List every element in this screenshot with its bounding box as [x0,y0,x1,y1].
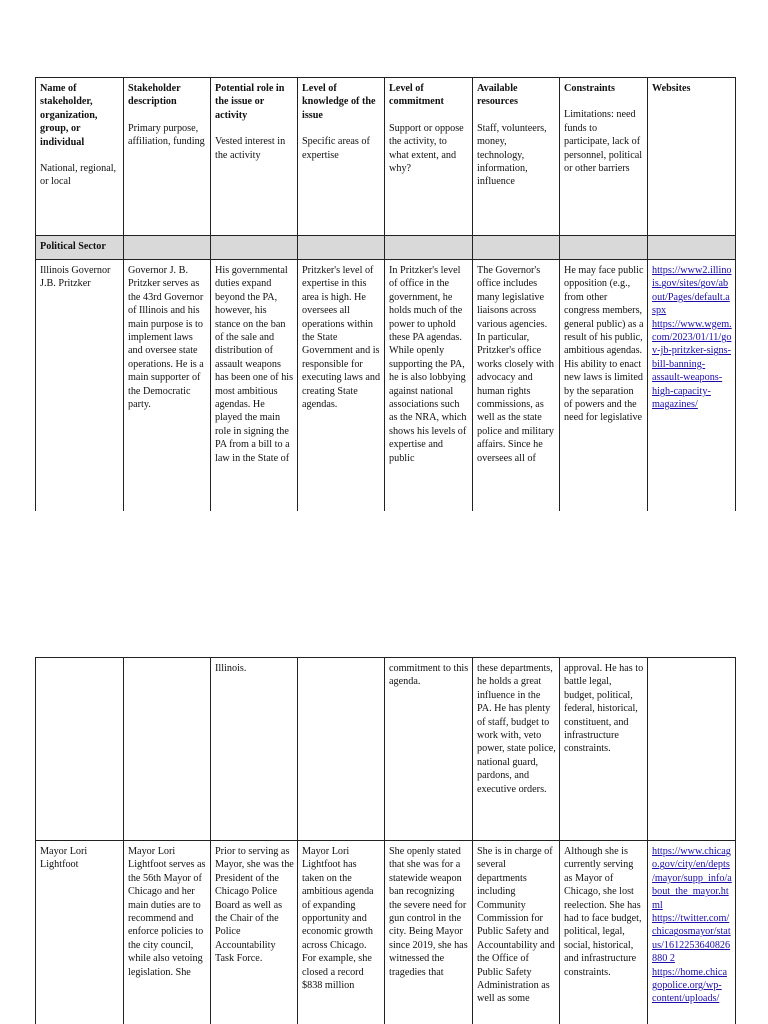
table-row [36,841,736,1024]
website-link[interactable]: https://home.chicagopolice.org/wp-content/uploads/ [652,966,727,1005]
stakeholder-commitment-continued: commitment to this agenda. [385,658,473,841]
stakeholder-description: Governor J. B. Pritzker serves as the 43rd Governor of Illinois and his main purpose is to implement laws and oversee state operations. He is a main supporter of the Democratic party. [124,260,211,512]
stakeholder-role-continued: Illinois. [211,658,298,841]
stakeholder-name: Illinois Governor J.B. Pritzker [36,260,124,512]
sector-label: Political Sector [36,236,124,260]
stakeholder-knowledge-continued [298,658,385,841]
website-link[interactable]: https://www.chicago.gov/city/en/depts/mayor/supp_info/about_the_mayor.html [652,846,732,911]
stakeholder-name-continued [36,658,124,841]
header-title: Name of stakeholder, organization, group, or individual [40,83,98,148]
header-title: Stakeholder description [128,83,181,108]
stakeholder-resources: The Governor's office includes many legislative liaisons across various agencies. In particular, Pritzker's office works closely with advocacy and human rights commissions, as well as the state police and military affairs. Since he oversees all of [473,260,560,512]
stakeholder-name: Mayor Lori Lightfoot [36,841,124,1024]
header-subtitle: Vested interest in the activity [215,136,286,161]
page-gap [0,511,768,657]
stakeholder-websites-continued [648,658,736,841]
stakeholder-role: Prior to serving as Mayor, she was the President of the Chicago Police Board as well as the Chair of the Police Accountability Task Force. [211,841,298,1024]
header-title: Potential role in the issue or activity [215,83,285,121]
stakeholder-knowledge: Pritzker's level of expertise in this area is high. He oversees all operations within the State Government and is responsible for executing laws and creating State agendas. [298,260,385,512]
stakeholder-resources: She is in charge of several departments including Community Commission for Public Safety and Accountability and the Office of Public Safety Administration as well as some [473,841,560,1024]
stakeholder-knowledge: Mayor Lori Lightfoot has taken on the ambitious agenda of expanding opportunity and economic growth across Chicago. For example, she closed a record $838 million [298,841,385,1024]
header-title: Level of knowledge of the issue [302,83,376,121]
stakeholder-table-page-2 [35,657,736,1024]
stakeholder-description-continued [124,658,211,841]
stakeholder-role: His governmental duties expand beyond the PA, however, his stance on the ban of the sale and distribution of assault weapons has been one of his most ambitious agendas. He played the main role in signing the PA from a bill to a law in the State of [211,260,298,512]
header-subtitle: National, regional, or local [40,163,117,188]
website-link[interactable]: https://twitter.com/chicagosmayor/status/1612253640826880 2 [652,913,731,965]
stakeholder-resources-continued: these departments, he holds a great influence in the PA. He has plenty of staff, budget to work with, veto power, state police, national guard, pardons, and executive orders. [473,658,560,841]
table-row-continued [36,658,736,841]
header-title: Level of commitment [389,83,444,108]
website-link[interactable]: https://www2.illinois.gov/sites/gov/about/Pages/default.aspx [652,265,732,317]
header-title: Websites [652,83,691,94]
header-subtitle: Support or oppose the activity, to what extent, and why? [389,122,464,175]
header-subtitle: Primary purpose, affiliation, funding [128,122,205,148]
header-title: Available resources [477,83,518,108]
header-subtitle: Specific areas of expertise [302,136,370,161]
stakeholder-websites [648,841,736,1024]
stakeholder-constraints: Although she is currently serving as Mayor of Chicago, she lost reelection. She has had to face budget, political, legal, social, historical, and infrastructure constraints. [560,841,648,1024]
stakeholder-constraints: He may face public opposition (e.g., from other congress members, general public) as a result of his public, ambitious agendas. His ability to enact new laws is limited by the separation of powers and the need for legislative [560,260,648,512]
stakeholder-commitment: She openly stated that she was for a statewide weapon ban recognizing the severe need for gun control in the city. Being Mayor since 2019, she has witnessed the tragedies that [385,841,473,1024]
stakeholder-commitment: In Pritzker's level of office in the government, he holds much of the power to uphold these PA agendas. While openly supporting the PA, he is also lobbying against national associations such as the NRA, which shows his levels of expertise and public [385,260,473,512]
header-subtitle: Staff, volunteers, money, technology, information, influence [477,122,547,188]
stakeholder-constraints-continued: approval. He has to battle legal, budget, political, federal, historical, constituent, and infrastructure constraints. [560,658,648,841]
stakeholder-description: Mayor Lori Lightfoot serves as the 56th Mayor of Chicago and her main duties are to recommend and enforce policies to the city council, while also vetoing legislation. She [124,841,211,1024]
header-subtitle: Limitations: need funds to participate, lack of personnel, political or other barriers [564,109,643,175]
website-link[interactable]: https://www.wgem.com/2023/01/11/gov-jb-pritzker-signs-bill-banning-assault-weapons-high-capacity-magazines/ [652,318,732,411]
header-title: Constraints [564,83,615,94]
